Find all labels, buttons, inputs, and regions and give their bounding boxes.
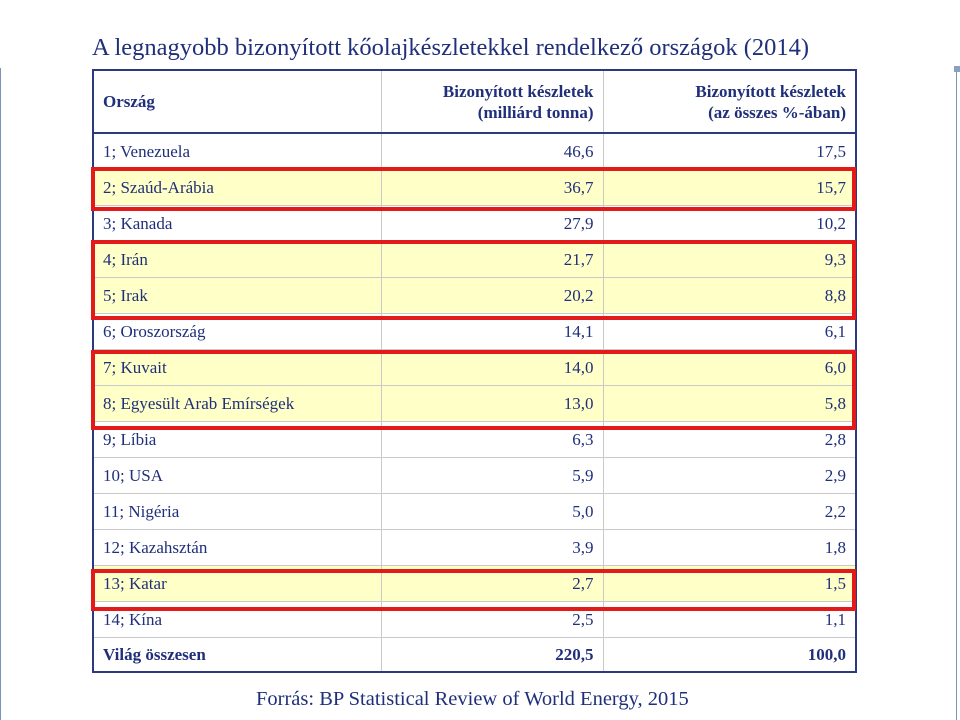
table-row [93, 494, 856, 530]
reserves-tonnes-cell: 2,7 [381, 566, 603, 602]
reserves-tonnes-cell: 20,2 [381, 278, 603, 314]
header-reserves-percent [603, 70, 856, 133]
reserves-percent-cell: 17,5 [603, 133, 856, 170]
slide-left-edge [0, 68, 1, 720]
reserves-tonnes-cell: 6,3 [381, 422, 603, 458]
table-row [93, 242, 856, 278]
total-percent: 100,0 [603, 638, 856, 673]
reserves-tonnes-cell: 13,0 [381, 386, 603, 422]
world-total-row [93, 638, 856, 673]
table-row [93, 602, 856, 638]
country-cell: 11; Nigéria [93, 494, 381, 530]
country-cell: 6; Oroszország [93, 314, 381, 350]
reserves-percent-cell: 1,8 [603, 530, 856, 566]
reserves-percent-cell: 5,8 [603, 386, 856, 422]
header-reserves-tonnes-line1: Bizonyított készletek [442, 81, 594, 101]
table-row [93, 386, 856, 422]
slide-title: A legnagyobb bizonyított kőolajkészletekkel rendelkező országok (2014) [92, 34, 810, 61]
reserves-tonnes-cell: 3,9 [381, 530, 603, 566]
country-cell: 7; Kuvait [93, 350, 381, 386]
country-cell: 10; USA [93, 458, 381, 494]
country-cell: 1; Venezuela [93, 133, 381, 170]
reserves-percent-cell: 2,9 [603, 458, 856, 494]
reserves-tonnes-cell: 2,5 [381, 602, 603, 638]
table-header-row [93, 70, 856, 133]
reserves-percent-cell: 2,2 [603, 494, 856, 530]
reserves-percent-cell: 1,5 [603, 566, 856, 602]
reserves-percent-cell: 8,8 [603, 278, 856, 314]
table-row [93, 133, 856, 170]
country-cell: 14; Kína [93, 602, 381, 638]
reserves-percent-cell: 1,1 [603, 602, 856, 638]
reserves-percent-cell: 15,7 [603, 170, 856, 206]
total-label: Világ összesen [93, 638, 381, 673]
country-cell: 2; Szaúd-Arábia [93, 170, 381, 206]
reserves-percent-cell: 6,0 [603, 350, 856, 386]
table-row [93, 458, 856, 494]
reserves-tonnes-cell: 27,9 [381, 206, 603, 242]
reserves-tonnes-cell: 14,1 [381, 314, 603, 350]
table-row [93, 206, 856, 242]
table-body [93, 133, 856, 638]
reserves-tonnes-cell: 5,0 [381, 494, 603, 530]
country-cell: 4; Irán [93, 242, 381, 278]
source-note: Forrás: BP Statistical Review of World Energy, 2015 [256, 688, 689, 710]
header-reserves-tonnes [381, 70, 603, 133]
table-row [93, 278, 856, 314]
country-cell: 3; Kanada [93, 206, 381, 242]
country-cell: 13; Katar [93, 566, 381, 602]
country-cell: 5; Irak [93, 278, 381, 314]
table-row [93, 422, 856, 458]
table-row [93, 530, 856, 566]
reserves-tonnes-cell: 36,7 [381, 170, 603, 206]
country-cell: 8; Egyesült Arab Emírségek [93, 386, 381, 422]
reserves-percent-cell: 2,8 [603, 422, 856, 458]
reserves-tonnes-cell: 21,7 [381, 242, 603, 278]
reserves-percent-cell: 10,2 [603, 206, 856, 242]
oil-reserves-table [92, 69, 857, 673]
table-row [93, 170, 856, 206]
header-reserves-tonnes-line2: (milliárd tonna) [477, 102, 594, 122]
country-cell: 12; Kazahsztán [93, 530, 381, 566]
header-country: Ország [93, 70, 381, 133]
country-cell: 9; Líbia [93, 422, 381, 458]
reserves-percent-cell: 9,3 [603, 242, 856, 278]
slide-right-edge [956, 68, 957, 720]
reserves-tonnes-cell: 5,9 [381, 458, 603, 494]
table-row [93, 314, 856, 350]
reserves-tonnes-cell: 14,0 [381, 350, 603, 386]
total-tonnes: 220,5 [381, 638, 603, 673]
reserves-tonnes-cell: 46,6 [381, 133, 603, 170]
table-row [93, 566, 856, 602]
header-reserves-percent-line1: Bizonyított készletek [695, 81, 846, 101]
slide-corner-marker [954, 66, 960, 72]
header-reserves-percent-line2: (az összes %-ában) [708, 102, 846, 122]
table-row [93, 350, 856, 386]
reserves-percent-cell: 6,1 [603, 314, 856, 350]
